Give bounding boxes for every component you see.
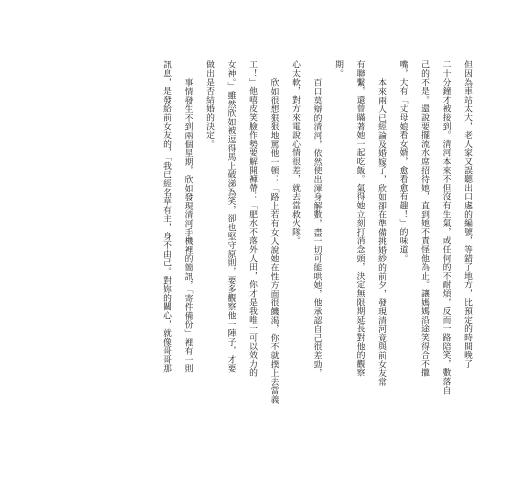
- text-column: 二十分鐘才被接到。清河本來不但沒有生氣，或任何的不耐煩，反而一路陪笑，數落自: [440, 60, 451, 395]
- text-column: 欣如很想狠狠地罵他一頓：「路上若有女人說她在性方面很饑渴，你不就撲上去當義: [268, 77, 279, 404]
- text-column: 女神。」雖然欣如被逗得馬上破涕為笑，卻也堅守原則，要多觀察他一陣子，才要: [225, 60, 236, 373]
- vertical-text-block: [155, 60, 478, 410]
- text-column: 本來兩人已經論及婚嫁了，欣如卻在準備挑婚紗的前夕，發現清河竟與前女友常: [376, 77, 386, 386]
- text-column: 事情發生不到兩個星期，欣如發現清河手機裡的簡訊，「寄件備份」裡有一則: [182, 77, 193, 373]
- text-column: 做出是否結婚的決定。: [204, 60, 214, 148]
- text-column: 但因為車站太大，老人家又誤聽出口處的編號，等錯了地方，比預定的時間晚了: [462, 60, 472, 368]
- text-column: 嘴，大有「丈母娘看女婿，愈看愈有趣！」的味道。: [397, 60, 408, 263]
- text-column: 期。: [333, 60, 343, 78]
- text-column: 百口莫辯的清河，依然使出渾身解數，盡一切可能哄她，他承認自己很差勁，: [311, 77, 322, 377]
- text-column: 工！」他嘻皮笑臉作勢要解開褲帶：「肥水不落外人田，你才是我唯一可以效力的: [247, 60, 257, 377]
- text-column: 訊息，是發給前女友的，「我已經名草有主，身不由己。對妳的關心，就像哥哥那: [161, 60, 171, 373]
- text-column: 己的不是。還說要擺流水席招待她，直到她不責怪他為止。讓媽媽沿途笑得合不攏: [419, 60, 429, 377]
- text-column: 心太軟，對方來電說心情很差，就去當救火隊。: [290, 60, 300, 245]
- text-column: 有聯繫，還曾瞞著她一起吃飯。氣得她立刻打消念頭，決定無限期延長對他的觀察: [354, 60, 365, 377]
